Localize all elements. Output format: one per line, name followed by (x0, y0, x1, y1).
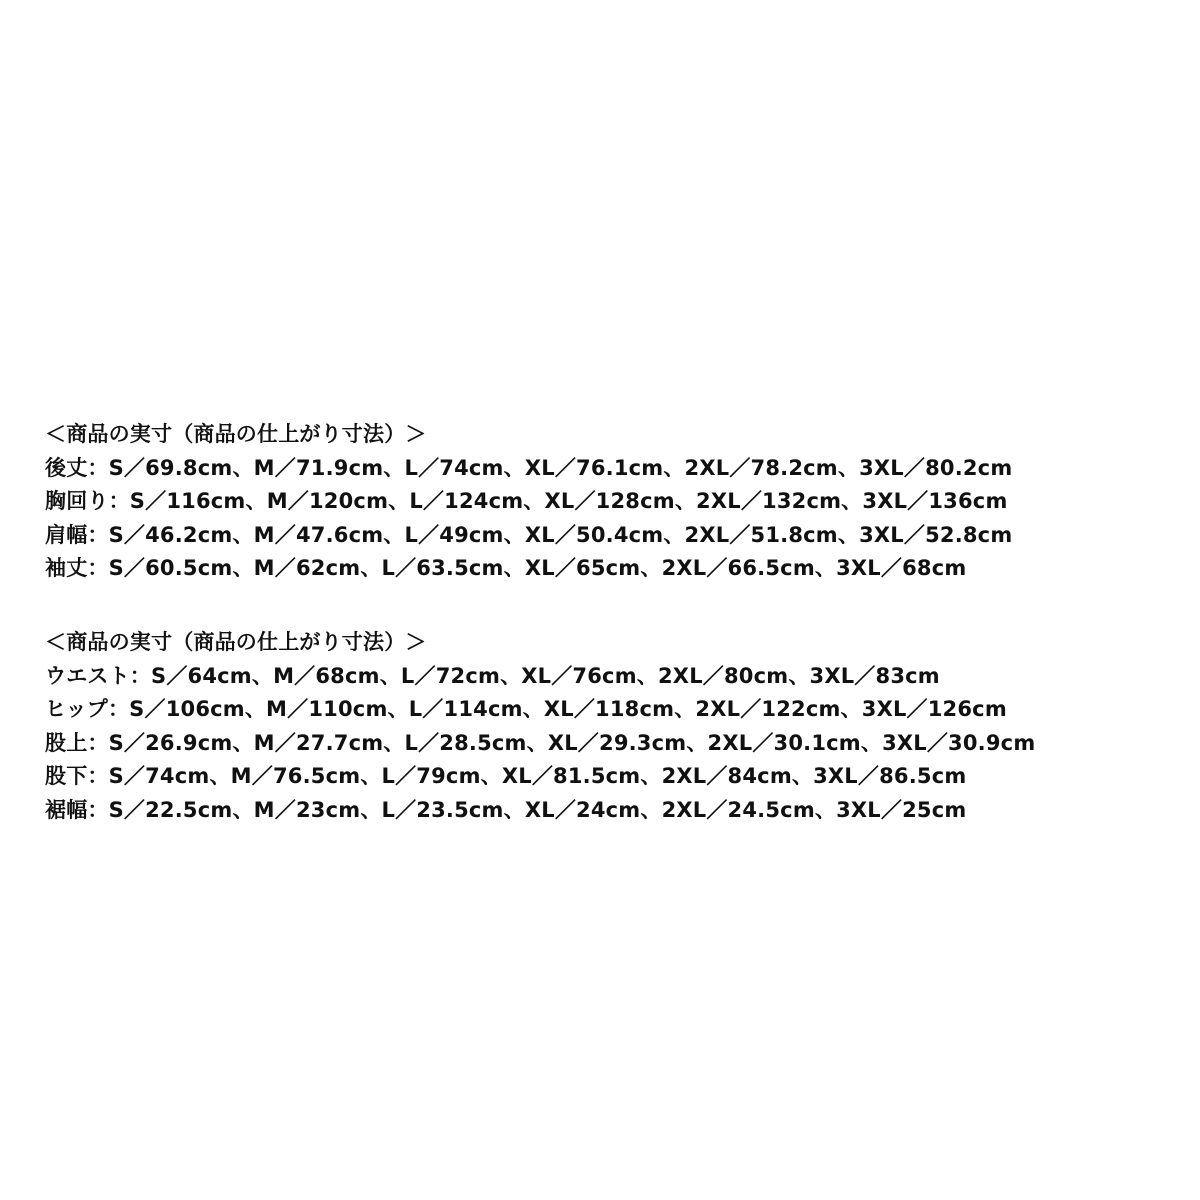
size-row-back-length: 後丈：S／69.8cm、M／71.9cm、L／74cm、XL／76.1cm、2XL／78.2cm、3XL／80.2cm (45, 455, 1013, 480)
size-row-waist: ウエスト：S／64cm、M／68cm、L／72cm、XL／76cm、2XL／80cm、3XL／83cm (45, 663, 940, 688)
size-row-shoulder-width: 肩幅：S／46.2cm、M／47.6cm、L／49cm、XL／50.4cm、2XL／51.8cm、3XL／52.8cm (45, 522, 1013, 547)
size-row-rise: 股上：S／26.9cm、M／27.7cm、L／28.5cm、XL／29.3cm、2XL／30.1cm、3XL／30.9cm (45, 730, 1036, 755)
bottoms-size-heading: ＜商品の実寸（商品の仕上がり寸法）＞ (45, 630, 427, 654)
tops-size-section (45, 418, 1165, 586)
size-row-sleeve-length: 袖丈：S／60.5cm、M／62cm、L／63.5cm、XL／65cm、2XL／66.5cm、3XL／68cm (45, 556, 967, 580)
tops-size-heading: ＜商品の実寸（商品の仕上がり寸法）＞ (45, 422, 427, 446)
size-row-chest: 胸回り：S／116cm、M／120cm、L／124cm、XL／128cm、2XL／132cm、3XL／136cm (45, 489, 1008, 513)
size-row-hem-width: 裾幅：S／22.5cm、M／23cm、L／23.5cm、XL／24cm、2XL／24.5cm、3XL／25cm (45, 797, 967, 822)
size-row-inseam: 股下：S／74cm、M／76.5cm、L／79cm、XL／81.5cm、2XL／84cm、3XL／86.5cm (45, 764, 967, 788)
size-row-hip: ヒップ：S／106cm、M／110cm、L／114cm、XL／118cm、2XL／122cm、3XL／126cm (45, 697, 1007, 721)
bottoms-size-section (45, 626, 1165, 827)
